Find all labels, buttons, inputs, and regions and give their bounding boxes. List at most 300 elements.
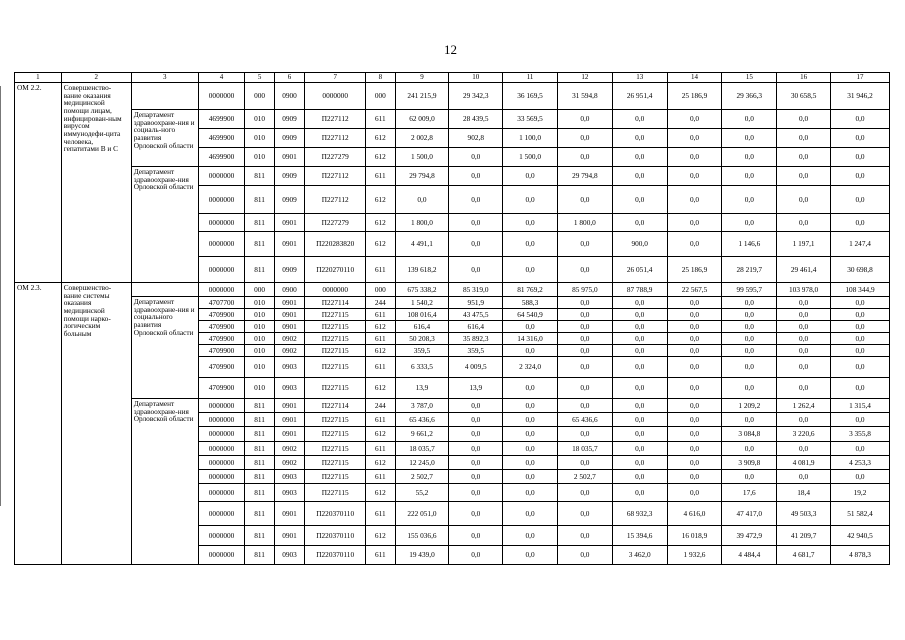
table-cell: 0,0: [503, 257, 558, 283]
table-cell: 616,4: [395, 321, 449, 333]
table-cell: 47 417,0: [722, 502, 777, 526]
table-cell: П227115: [305, 456, 366, 470]
table-cell: 0,0: [557, 129, 612, 148]
table-cell: П220370110: [305, 502, 366, 526]
table-cell: 0,0: [503, 526, 558, 546]
table-cell: 0900: [274, 83, 304, 110]
table-cell: П220370110: [305, 526, 366, 546]
table-cell: 65 436,6: [557, 413, 612, 427]
table-cell: 0,0: [667, 186, 722, 214]
table-cell: 0901: [274, 399, 304, 413]
table-cell: 0,0: [503, 167, 558, 186]
column-header: 16: [777, 73, 831, 83]
table-cell: 0,0: [557, 309, 612, 321]
table-cell: 0,0: [612, 399, 667, 413]
table-cell: 41 209,7: [777, 526, 831, 546]
table-cell: 010: [245, 333, 274, 345]
table-cell: 0000000: [198, 232, 245, 257]
table-cell: 0,0: [831, 470, 890, 484]
table-cell: 0,0: [722, 297, 777, 309]
table-cell: 0,0: [612, 442, 667, 456]
table-cell: 811: [245, 186, 274, 214]
table-cell: 0,0: [831, 333, 890, 345]
table-cell: 0,0: [503, 442, 558, 456]
table-cell: 2 502,7: [395, 470, 449, 484]
table-cell: 1 800,0: [395, 214, 449, 232]
table-cell: 0,0: [449, 413, 503, 427]
table-cell: 000: [366, 283, 395, 297]
table-cell: 0,0: [722, 357, 777, 378]
table-cell: 26 951,4: [612, 83, 667, 110]
table-cell: 0,0: [612, 167, 667, 186]
column-header: 3: [131, 73, 198, 83]
table-cell: 0,0: [557, 427, 612, 442]
table-cell: П227112: [305, 110, 366, 129]
table-cell: 87 788,9: [612, 283, 667, 297]
table-cell: 4 491,1: [395, 232, 449, 257]
table-cell: 244: [366, 399, 395, 413]
table-cell: 103 978,0: [777, 283, 831, 297]
table-cell: 0901: [274, 232, 304, 257]
table-cell: 85 975,0: [557, 283, 612, 297]
table-cell: 0,0: [722, 110, 777, 129]
column-header: 17: [831, 73, 890, 83]
table-cell: 0,0: [449, 399, 503, 413]
table-cell: 0,0: [612, 484, 667, 502]
table-cell: 0000000: [198, 83, 245, 110]
table-cell: 0,0: [449, 470, 503, 484]
table-cell: 1 100,0: [503, 129, 558, 148]
table-cell: 0,0: [831, 186, 890, 214]
executor-cell: Департамент здравоохране-ния Орловской области: [131, 167, 198, 283]
table-cell: 0,0: [777, 186, 831, 214]
table-cell: 0,0: [831, 148, 890, 167]
column-header: 1: [15, 73, 62, 83]
table-cell: 29 794,8: [395, 167, 449, 186]
table-cell: 0,0: [722, 309, 777, 321]
table-cell: 19,2: [831, 484, 890, 502]
table-cell: 29 461,4: [777, 257, 831, 283]
table-cell: 0900: [274, 283, 304, 297]
table-cell: 4709900: [198, 378, 245, 399]
header-row: [15, 73, 890, 83]
table-cell: 0000000: [305, 83, 366, 110]
table-cell: 0901: [274, 297, 304, 309]
table-cell: 0,0: [503, 470, 558, 484]
table-cell: 0,0: [503, 214, 558, 232]
table-cell: 0,0: [667, 357, 722, 378]
table-cell: 16 018,9: [667, 526, 722, 546]
table-cell: 0,0: [722, 167, 777, 186]
table-cell: 0,0: [777, 442, 831, 456]
table-cell: 0,0: [612, 357, 667, 378]
table-cell: 99 595,7: [722, 283, 777, 297]
table-cell: 0000000: [198, 186, 245, 214]
table-cell: 35 892,3: [449, 333, 503, 345]
table-cell: 4709900: [198, 357, 245, 378]
table-cell: 2 324,0: [503, 357, 558, 378]
table-cell: 28 219,7: [722, 257, 777, 283]
table-cell: 0000000: [198, 546, 245, 565]
table-cell: 616,4: [449, 321, 503, 333]
table-cell: 010: [245, 378, 274, 399]
table-cell: 611: [366, 333, 395, 345]
table-cell: 0,0: [722, 148, 777, 167]
table-cell: 0000000: [198, 167, 245, 186]
table-cell: 62 009,0: [395, 110, 449, 129]
table-cell: 0,0: [612, 148, 667, 167]
table-cell: 0,0: [667, 297, 722, 309]
table-cell: 588,3: [503, 297, 558, 309]
table-cell: 811: [245, 413, 274, 427]
table-cell: 0,0: [557, 502, 612, 526]
table-cell: 65 436,6: [395, 413, 449, 427]
left-margin-line: [0, 86, 1, 506]
table-cell: 0,0: [557, 333, 612, 345]
table-cell: 18 035,7: [557, 442, 612, 456]
table-cell: П227279: [305, 214, 366, 232]
table-cell: П227115: [305, 345, 366, 357]
table-cell: 0,0: [503, 345, 558, 357]
column-header: 2: [61, 73, 131, 83]
table-cell: 811: [245, 470, 274, 484]
table-cell: 0902: [274, 456, 304, 470]
table-cell: 0909: [274, 129, 304, 148]
table-cell: 4 081,9: [777, 456, 831, 470]
table-cell: 0,0: [667, 129, 722, 148]
table-cell: 0,0: [503, 321, 558, 333]
table-cell: 0,0: [557, 378, 612, 399]
table-cell: 4 616,0: [667, 502, 722, 526]
table-cell: 39 472,9: [722, 526, 777, 546]
table-cell: П227115: [305, 413, 366, 427]
table-cell: 611: [366, 110, 395, 129]
table-cell: 0,0: [449, 257, 503, 283]
table-cell: 4709900: [198, 345, 245, 357]
table-cell: 0,0: [503, 378, 558, 399]
table-cell: 241 215,9: [395, 83, 449, 110]
table-cell: 0,0: [831, 214, 890, 232]
table-cell: 0,0: [831, 321, 890, 333]
table-cell: 1 540,2: [395, 297, 449, 309]
table-cell: П227115: [305, 484, 366, 502]
table-cell: 0901: [274, 148, 304, 167]
table-cell: 30 658,5: [777, 83, 831, 110]
table-cell: 0,0: [777, 297, 831, 309]
table-cell: 4 878,3: [831, 546, 890, 565]
table-cell: П22028З820: [305, 232, 366, 257]
table-cell: 0,0: [667, 110, 722, 129]
table-cell: 3 084,8: [722, 427, 777, 442]
table-cell: 1 146,6: [722, 232, 777, 257]
table-cell: 0,0: [449, 456, 503, 470]
table-cell: 0,0: [722, 321, 777, 333]
table-cell: 811: [245, 232, 274, 257]
column-header: 5: [245, 73, 274, 83]
table-cell: 0,0: [777, 470, 831, 484]
table-cell: 0,0: [612, 413, 667, 427]
table-cell: 13,9: [395, 378, 449, 399]
table-cell: 0,0: [612, 321, 667, 333]
table-cell: 611: [366, 502, 395, 526]
table-cell: 3 220,6: [777, 427, 831, 442]
table-cell: 612: [366, 345, 395, 357]
table-cell: 0,0: [449, 502, 503, 526]
table-cell: 0,0: [449, 442, 503, 456]
table-cell: 0909: [274, 257, 304, 283]
table-cell: 4707700: [198, 297, 245, 309]
table-cell: 612: [366, 129, 395, 148]
table-cell: 18,4: [777, 484, 831, 502]
table-cell: 811: [245, 442, 274, 456]
table-cell: 0,0: [831, 129, 890, 148]
table-cell: 951,9: [449, 297, 503, 309]
table-cell: 17,6: [722, 484, 777, 502]
table-cell: 85 319,0: [449, 283, 503, 297]
table-row: [15, 83, 890, 110]
table-cell: 612: [366, 378, 395, 399]
table-cell: 51 582,4: [831, 502, 890, 526]
table-cell: 0901: [274, 309, 304, 321]
table-cell: 811: [245, 427, 274, 442]
table-cell: 4709900: [198, 309, 245, 321]
table-cell: 0000000: [198, 484, 245, 502]
column-header: 4: [198, 73, 245, 83]
table-cell: 612: [366, 456, 395, 470]
table-cell: П227115: [305, 357, 366, 378]
table-cell: 010: [245, 321, 274, 333]
table-cell: 0,0: [667, 321, 722, 333]
table-cell: 0,0: [612, 309, 667, 321]
table-cell: 0,0: [449, 546, 503, 565]
table-cell: 0,0: [777, 413, 831, 427]
table-cell: 29 794,8: [557, 167, 612, 186]
table-cell: 1 932,6: [667, 546, 722, 565]
table-cell: 0,0: [503, 546, 558, 565]
table-cell: 611: [366, 546, 395, 565]
table-cell: П227279: [305, 148, 366, 167]
table-cell: 0,0: [612, 456, 667, 470]
column-header: 6: [274, 73, 304, 83]
table-cell: 25 186,9: [667, 83, 722, 110]
table-cell: 0,0: [777, 345, 831, 357]
table-cell: 0,0: [612, 129, 667, 148]
executor-cell: Департамент здравоохране-ния и социаль-ного развития Орловской области: [131, 110, 198, 167]
table-cell: 010: [245, 297, 274, 309]
table-cell: 55,2: [395, 484, 449, 502]
table-cell: 0,0: [831, 297, 890, 309]
table-cell: П227112: [305, 129, 366, 148]
table-cell: 1 262,4: [777, 399, 831, 413]
table-cell: 0,0: [777, 129, 831, 148]
table-cell: П227114: [305, 297, 366, 309]
table-cell: 4 253,3: [831, 456, 890, 470]
table-cell: 0,0: [557, 399, 612, 413]
table-cell: П220370110: [305, 546, 366, 565]
table-cell: 0,0: [612, 427, 667, 442]
table-cell: 811: [245, 399, 274, 413]
table-cell: 0902: [274, 333, 304, 345]
table-cell: 0,0: [449, 232, 503, 257]
column-header: 10: [449, 73, 503, 83]
table-cell: 4 681,7: [777, 546, 831, 565]
table-cell: 0,0: [503, 484, 558, 502]
table-cell: 0,0: [777, 148, 831, 167]
table-cell: 0,0: [557, 257, 612, 283]
table-cell: 0,0: [667, 427, 722, 442]
table-cell: 0,0: [557, 484, 612, 502]
table-cell: 0903: [274, 357, 304, 378]
table-cell: 0,0: [667, 309, 722, 321]
table-cell: 0,0: [557, 345, 612, 357]
measure-code: ОМ 2.3.: [15, 283, 62, 565]
table-cell: 0,0: [612, 297, 667, 309]
table-cell: 0,0: [557, 297, 612, 309]
table-cell: 0903: [274, 378, 304, 399]
table-cell: 0000000: [198, 470, 245, 484]
table-cell: 0,0: [831, 345, 890, 357]
table-cell: 0,0: [777, 321, 831, 333]
column-header: 13: [612, 73, 667, 83]
table-cell: 0000000: [198, 214, 245, 232]
table-cell: 0,0: [722, 214, 777, 232]
table-cell: 0909: [274, 186, 304, 214]
table-cell: 811: [245, 257, 274, 283]
column-header: 8: [366, 73, 395, 83]
table-cell: 0,0: [722, 470, 777, 484]
table-cell: 30 698,8: [831, 257, 890, 283]
table-cell: 0,0: [557, 357, 612, 378]
table-cell: 14 316,0: [503, 333, 558, 345]
table-cell: 611: [366, 470, 395, 484]
table-cell: 000: [245, 83, 274, 110]
table-row: [15, 167, 890, 186]
table-cell: П227115: [305, 309, 366, 321]
table-cell: 0,0: [831, 309, 890, 321]
table-cell: П227115: [305, 333, 366, 345]
table-cell: 0,0: [777, 378, 831, 399]
table-cell: 0,0: [777, 309, 831, 321]
table-cell: 0,0: [503, 232, 558, 257]
column-header: 12: [557, 73, 612, 83]
table-cell: 0,0: [449, 484, 503, 502]
table-cell: 42 940,5: [831, 526, 890, 546]
table-cell: 12 245,0: [395, 456, 449, 470]
table-cell: 0,0: [667, 399, 722, 413]
table-cell: 0,0: [667, 456, 722, 470]
table-cell: 359,5: [395, 345, 449, 357]
table-cell: 108 016,4: [395, 309, 449, 321]
table-cell: 26 051,4: [612, 257, 667, 283]
table-cell: 31 946,2: [831, 83, 890, 110]
table-cell: 4709900: [198, 333, 245, 345]
table-cell: 0,0: [449, 186, 503, 214]
table-cell: 0,0: [831, 110, 890, 129]
table-cell: 0,0: [722, 186, 777, 214]
table-cell: 0902: [274, 345, 304, 357]
table-cell: 811: [245, 526, 274, 546]
table-cell: 1 209,2: [722, 399, 777, 413]
column-header: 9: [395, 73, 449, 83]
table-cell: 611: [366, 167, 395, 186]
executor-cell: [131, 83, 198, 110]
table-cell: 0000000: [305, 283, 366, 297]
table-cell: П227115: [305, 442, 366, 456]
measure-name: Совершенство-вание оказания медицинской помощи лицам, инфицирован-ным вирусом иммунодефи-цита человека, гепатитами В и С: [61, 83, 131, 283]
table-cell: 1 247,4: [831, 232, 890, 257]
table-cell: 6 333,5: [395, 357, 449, 378]
table-cell: 0,0: [667, 378, 722, 399]
table-cell: 010: [245, 309, 274, 321]
table-cell: 0,0: [667, 148, 722, 167]
table-cell: П227112: [305, 186, 366, 214]
table-cell: 0,0: [667, 413, 722, 427]
table-cell: П227115: [305, 427, 366, 442]
table-row: [15, 297, 890, 309]
table-cell: 0901: [274, 526, 304, 546]
table-cell: 0,0: [503, 502, 558, 526]
table-cell: 0,0: [612, 110, 667, 129]
table-cell: 108 344,9: [831, 283, 890, 297]
table-cell: 611: [366, 413, 395, 427]
table-cell: 0,0: [612, 214, 667, 232]
table-cell: 0909: [274, 110, 304, 129]
table-cell: 33 569,5: [503, 110, 558, 129]
table-cell: 612: [366, 186, 395, 214]
table-cell: 222 051,0: [395, 502, 449, 526]
table-cell: 811: [245, 502, 274, 526]
table-cell: 0901: [274, 321, 304, 333]
executor-cell: Департамент здравоохране-ния Орловской области: [131, 399, 198, 565]
table-cell: 2 502,7: [557, 470, 612, 484]
table-cell: 19 439,0: [395, 546, 449, 565]
table-cell: 9 661,2: [395, 427, 449, 442]
table-cell: 612: [366, 148, 395, 167]
table-cell: 0909: [274, 167, 304, 186]
table-cell: 4699900: [198, 110, 245, 129]
table-cell: П227112: [305, 167, 366, 186]
table-cell: 0000000: [198, 427, 245, 442]
table-cell: 0000000: [198, 456, 245, 470]
table-cell: 0,0: [557, 526, 612, 546]
table-cell: 359,5: [449, 345, 503, 357]
table-cell: П227115: [305, 321, 366, 333]
table-cell: 902,8: [449, 129, 503, 148]
table-cell: П227115: [305, 378, 366, 399]
table-cell: 0,0: [612, 345, 667, 357]
table-cell: 612: [366, 321, 395, 333]
table-cell: 0,0: [612, 378, 667, 399]
table-cell: 0901: [274, 502, 304, 526]
table-cell: 0,0: [557, 456, 612, 470]
table-cell: 0000000: [198, 283, 245, 297]
table-cell: 010: [245, 345, 274, 357]
table-cell: 3 462,0: [612, 546, 667, 565]
table-cell: 0,0: [831, 413, 890, 427]
table-cell: 0901: [274, 413, 304, 427]
table-cell: 0,0: [503, 456, 558, 470]
table-cell: 0,0: [667, 484, 722, 502]
table-cell: П227114: [305, 399, 366, 413]
column-header: 14: [667, 73, 722, 83]
table-cell: 010: [245, 110, 274, 129]
table-cell: 0903: [274, 470, 304, 484]
table-cell: 612: [366, 526, 395, 546]
table-cell: 3 355,8: [831, 427, 890, 442]
table-cell: 0,0: [612, 333, 667, 345]
column-header: 11: [503, 73, 558, 83]
table-cell: 29 366,3: [722, 83, 777, 110]
